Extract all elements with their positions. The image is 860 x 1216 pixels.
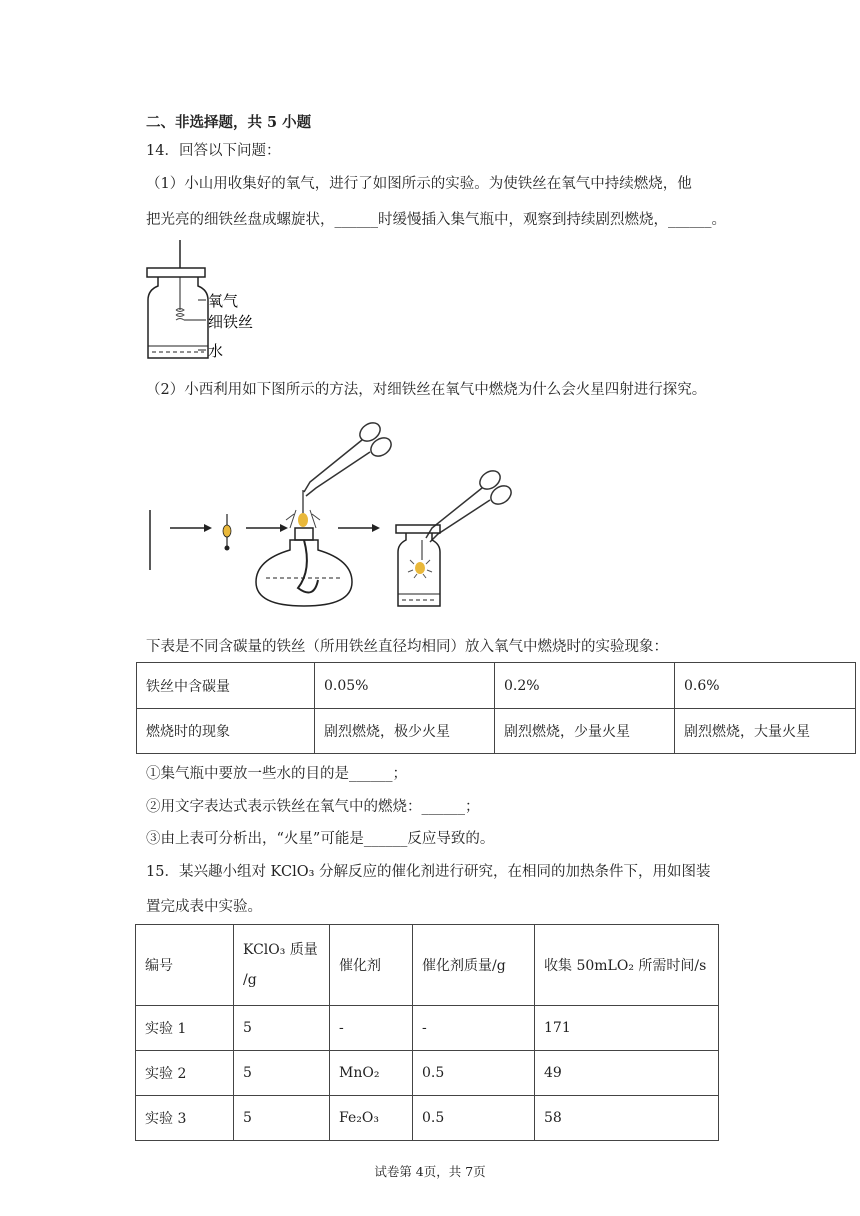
fig1-label-water: 水 bbox=[208, 342, 224, 360]
q14-sub2: ②用文字表达式表示铁丝在氧气中的燃烧：______； bbox=[146, 799, 480, 815]
q14-sub1: ①集气瓶中要放一些水的目的是______； bbox=[146, 766, 407, 782]
table-cell: 5 bbox=[234, 1006, 330, 1051]
table-row bbox=[136, 1051, 719, 1096]
table-header-cell: KClO₃ 质量 /g bbox=[234, 925, 330, 1006]
carbon-content-table bbox=[136, 662, 856, 754]
fig1-label-iron-wire: 细铁丝 bbox=[208, 313, 254, 331]
table-cell: 0.5 bbox=[413, 1096, 535, 1141]
q14-title: 14．回答以下问题： bbox=[146, 143, 281, 159]
table-cell: 剧烈燃烧，少量火星 bbox=[495, 709, 675, 754]
table-header-cell: 收集 50mLO₂ 所需时间/s bbox=[535, 925, 719, 1006]
table-cell: 0.6% bbox=[675, 663, 856, 709]
table-cell: Fe₂O₃ bbox=[330, 1096, 413, 1141]
table-header-cell: 编号 bbox=[136, 925, 234, 1006]
table-cell: - bbox=[330, 1006, 413, 1051]
q14-part2: （2）小西利用如下图所示的方法，对细铁丝在氧气中燃烧为什么会火星四射进行探究。 bbox=[146, 382, 707, 398]
q15-line2: 置完成表中实验。 bbox=[146, 899, 262, 915]
q14-sub3: ③由上表可分析出，“火星”可能是______反应导致的。 bbox=[146, 831, 495, 847]
q15-line1: 15．某兴趣小组对 KClO₃ 分解反应的催化剂进行研究，在相同的加热条件下，用如图装 bbox=[146, 864, 711, 880]
gas-bottle-figure bbox=[140, 238, 270, 366]
table-cell: 0.05% bbox=[315, 663, 495, 709]
table-row bbox=[137, 709, 856, 754]
table-header-row bbox=[136, 925, 719, 1006]
fig1-label-oxygen: 氧气 bbox=[208, 292, 239, 310]
experiment-sequence-figure bbox=[140, 410, 530, 620]
table-cell: 剧烈燃烧，极少火星 bbox=[315, 709, 495, 754]
table-cell: 燃烧时的现象 bbox=[137, 709, 315, 754]
table-cell: 剧烈燃烧，大量火星 bbox=[675, 709, 856, 754]
table-cell: 实验 3 bbox=[136, 1096, 234, 1141]
table-cell: 49 bbox=[535, 1051, 719, 1096]
table-cell: 0.2% bbox=[495, 663, 675, 709]
table-cell: - bbox=[413, 1006, 535, 1051]
table-cell: 171 bbox=[535, 1006, 719, 1051]
table-header-cell: 催化剂质量/g bbox=[413, 925, 535, 1006]
table-cell: 铁丝中含碳量 bbox=[137, 663, 315, 709]
table-row bbox=[136, 1096, 719, 1141]
q14-table-intro: 下表是不同含碳量的铁丝（所用铁丝直径均相同）放入氧气中燃烧时的实验现象： bbox=[146, 639, 668, 655]
table-cell: MnO₂ bbox=[330, 1051, 413, 1096]
q14-part1-line2: 把光亮的细铁丝盘成螺旋状，______时缓慢插入集气瓶中，观察到持续剧烈燃烧，______。 bbox=[146, 212, 726, 228]
table-cell: 5 bbox=[234, 1051, 330, 1096]
table-cell: 5 bbox=[234, 1096, 330, 1141]
section-heading: 二、非选择题，共 5 小题 bbox=[146, 114, 312, 131]
q14-part1-line1: （1）小山用收集好的氧气，进行了如图所示的实验。为使铁丝在氧气中持续燃烧，他 bbox=[146, 176, 692, 192]
table-header-cell: 催化剂 bbox=[330, 925, 413, 1006]
table-cell: 58 bbox=[535, 1096, 719, 1141]
table-cell: 0.5 bbox=[413, 1051, 535, 1096]
table-row bbox=[137, 663, 856, 709]
table-cell: 实验 1 bbox=[136, 1006, 234, 1051]
catalyst-table bbox=[135, 924, 719, 1141]
page-footer: 试卷第 4页，共 7页 bbox=[374, 1164, 486, 1179]
table-row bbox=[136, 1006, 719, 1051]
table-cell: 实验 2 bbox=[136, 1051, 234, 1096]
